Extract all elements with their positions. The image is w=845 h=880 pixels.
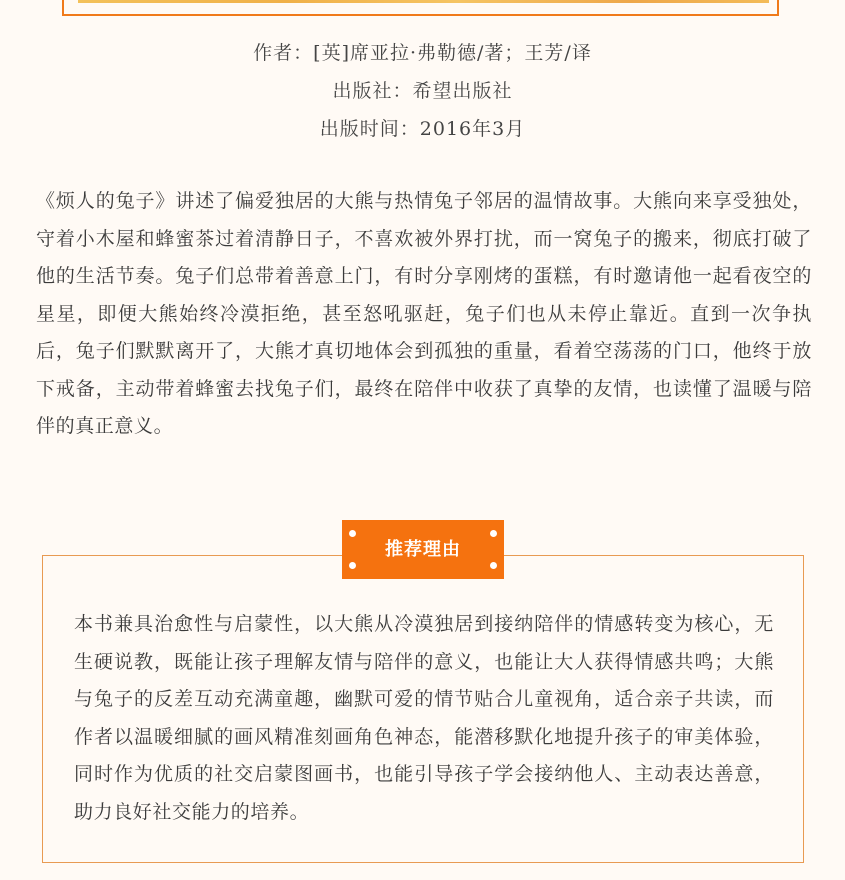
book-cover-frame: [62, 0, 779, 16]
book-publisher: 出版社：希望出版社: [332, 80, 513, 102]
book-summary: 《烦人的兔子》讲述了偏爱独居的大熊与热情兔子邻居的温情故事。大熊向来享受独处，守着小木屋和蜂蜜茶过着清静日子，不喜欢被外界打扰，而一窝兔子的搬来，彻底打破了他的生活节奏。兔子们总带着善意上门，有时分享刚烤的蛋糕，有时邀请他一起看夜空的星星，即便大熊始终冷漠拒绝，甚至怒吼驱赶，兔子们也从未停止靠近。直到一次争执后，兔子们默默离开了，大熊才真切地体会到孤独的重量，看着空荡荡的门口，他终于放下戒备，主动带着蜂蜜去找兔子们，最终在陪伴中收获了真挚的友情，也读懂了温暖与陪伴的真正意义。: [36, 190, 812, 437]
recommendation-title: 推荐理由: [385, 539, 461, 560]
book-cover-image: [78, 0, 769, 3]
book-author: 作者：[英]席亚拉·弗勒德/著；王芳/译: [253, 42, 592, 64]
recommendation-text: 本书兼具治愈性与启蒙性，以大熊从冷漠独居到接纳陪伴的情感转变为核心，无生硬说教，既能让孩子理解友情与陪伴的意义，也能让大人获得情感共鸣；大熊与兔子的反差互动充满童趣，幽默可爱的情节贴合儿童视角，适合亲子共读，而作者以温暖细腻的画风精准刻画角色神态，能潜移默化地提升孩子的审美体验，同时作为优质的社交启蒙图画书，也能引导孩子学会接纳他人、主动表达善意，助力良好社交能力的培养。: [74, 613, 774, 823]
book-publish-date: 出版时间：2016年3月: [319, 118, 526, 140]
recommendation-title-badge: [342, 520, 504, 579]
